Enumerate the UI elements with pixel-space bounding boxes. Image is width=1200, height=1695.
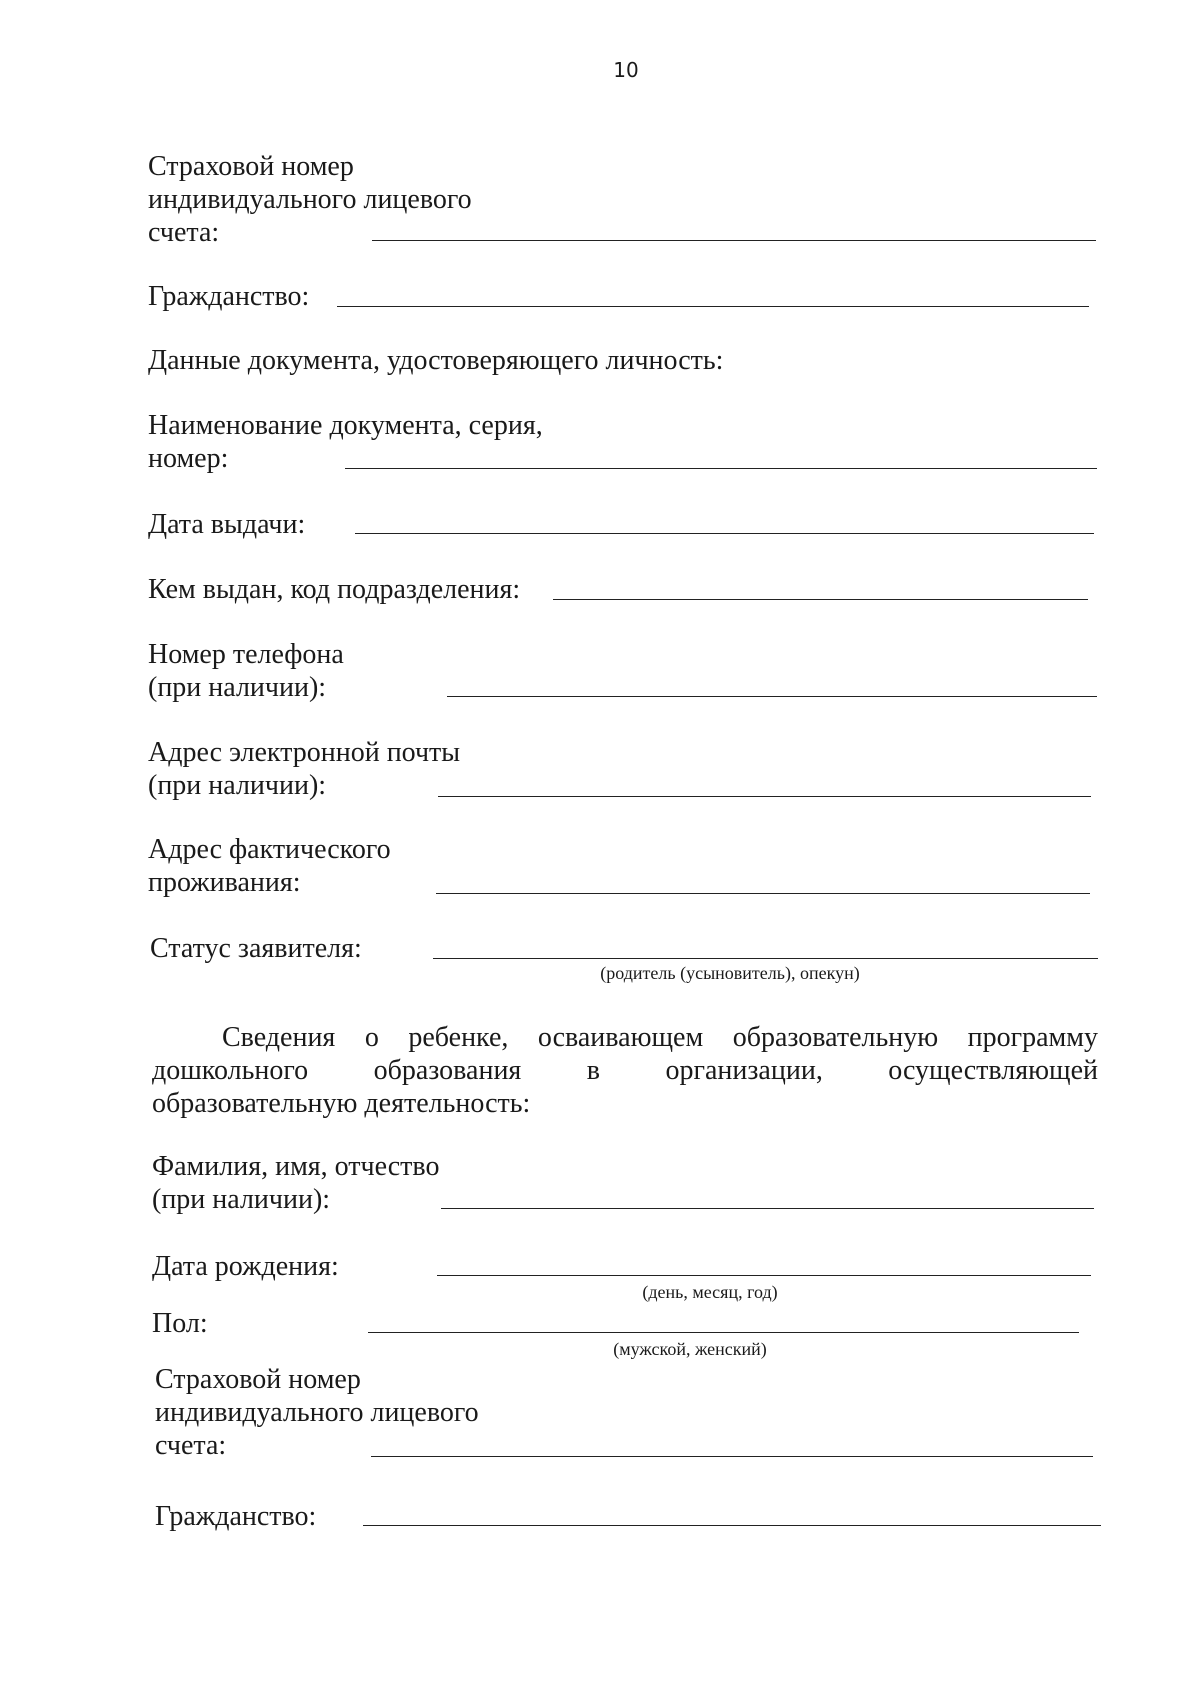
doc-name-field[interactable]: [345, 468, 1097, 469]
child-sex-label: Пол:: [152, 1308, 208, 1339]
email-field[interactable]: [438, 796, 1091, 797]
id-document-heading: Данные документа, удостоверяющего личность:: [148, 345, 724, 376]
page-number: 10: [613, 58, 639, 82]
child-intro-line1: Сведения о ребенке, осваивающем образовательную программу дошкольного образования в организации, осуществляющей: [152, 1022, 1098, 1086]
child-citizenship-field[interactable]: [363, 1525, 1101, 1526]
child-snils-field[interactable]: [371, 1456, 1093, 1457]
issued-by-label: Кем выдан, код подразделения:: [148, 574, 521, 605]
child-sex-field[interactable]: [368, 1332, 1079, 1333]
child-snils-label: Страховой номер индивидуального лицевого счета:: [155, 1364, 479, 1461]
address-label: Адрес фактического проживания:: [148, 834, 391, 898]
applicant-citizenship-field[interactable]: [337, 306, 1089, 307]
child-birth-date-field[interactable]: [437, 1275, 1091, 1276]
status-hint: (родитель (усыновитель), опекун): [600, 963, 860, 983]
child-sex-hint: (мужской, женский): [613, 1339, 767, 1359]
applicant-snils-label: Страховой номер индивидуального лицевого счета:: [148, 151, 472, 248]
status-field[interactable]: [433, 958, 1098, 959]
issue-date-field[interactable]: [355, 533, 1094, 534]
email-label: Адрес электронной почты (при наличии):: [148, 737, 461, 801]
address-field[interactable]: [436, 893, 1090, 894]
child-citizenship-label: Гражданство:: [155, 1501, 317, 1532]
child-birth-date-label: Дата рождения:: [152, 1251, 339, 1282]
applicant-citizenship-label: Гражданство:: [148, 281, 310, 312]
child-section-intro: [152, 1021, 1098, 1120]
applicant-snils-field[interactable]: [372, 240, 1096, 241]
child-fio-field[interactable]: [441, 1208, 1094, 1209]
phone-field[interactable]: [447, 696, 1097, 697]
child-fio-label: Фамилия, имя, отчество (при наличии):: [152, 1151, 440, 1215]
doc-name-label: Наименование документа, серия, номер:: [148, 410, 543, 474]
status-label: Статус заявителя:: [150, 933, 362, 964]
phone-label: Номер телефона (при наличии):: [148, 639, 344, 703]
issued-by-field[interactable]: [553, 599, 1088, 600]
child-intro-line2: образовательную деятельность:: [152, 1088, 531, 1119]
issue-date-label: Дата выдачи:: [148, 509, 306, 540]
child-birth-date-hint: (день, месяц, год): [642, 1282, 778, 1302]
